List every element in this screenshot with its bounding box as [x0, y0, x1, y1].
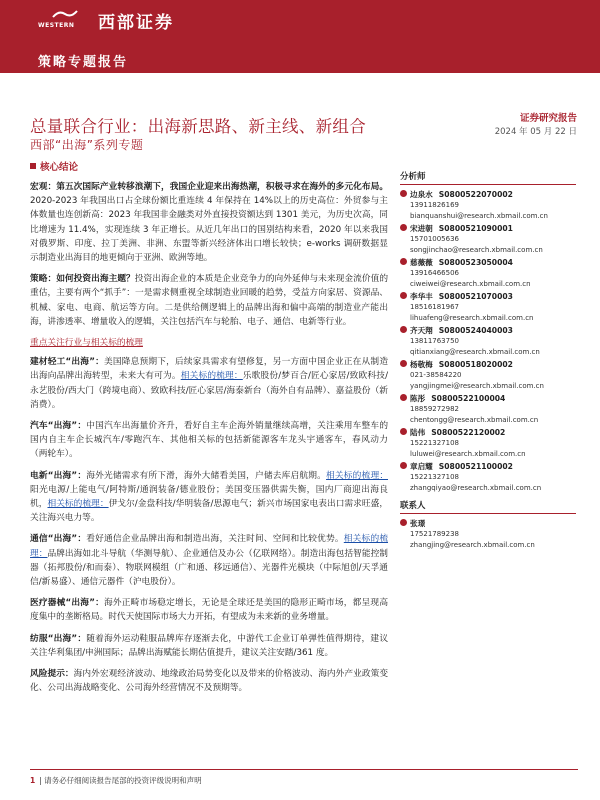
brand-logo: [38, 9, 94, 29]
person-icon: [400, 292, 407, 299]
analyst-email[interactable]: zhangqiyao@research.xbmail.com.cn: [410, 483, 542, 492]
analyst-entry: 陆伟 S0800522120002 15221327108 luluwei@research.xbmail.com.cn: [400, 427, 576, 459]
paragraph-building: 建材轻工“出海”：美国降息预期下，后续家具需求有望修复，另一方面中国企业正在从制造出海向品牌出海转型，未来大有可为。相关标的梳理：乐歌股份/梦百合/匠心家居/致欧科技/永艺股份/西大门（跨境电商）、致欧科技/匠心家居/海泰新台（海外自有品牌）、嘉益股份（新消费）。: [30, 357, 389, 410]
contact-label: 联系人: [400, 499, 576, 514]
analyst-entry: 宋进朝 S0800521090001 15701005636 songjinchao@research.xbmail.com.cn: [400, 223, 576, 255]
contact-entry: 张璟 17521789238 zhangjing@research.xbmail.com.cn: [400, 518, 576, 550]
person-icon: [400, 462, 407, 469]
related-stocks-link[interactable]: 相关标的梳理：: [30, 534, 389, 559]
analyst-phone: 15701005636: [410, 235, 459, 243]
analyst-entry: 齐天翔 S0800524040003 13811763750 qitianxiang@research.xbmail.com.cn: [400, 325, 576, 357]
paragraph-medical: 医疗器械“出海”：海外正畸市场稳定增长，无论是全球还是美国的隐形正畸市场，都呈现高度集中的垄断格局。时代天使国际市场大力开拓，有望成为未来新的业务增量。: [30, 598, 389, 623]
related-stocks-link[interactable]: 相关标的梳理：: [180, 371, 243, 382]
logo-wave-icon: [52, 9, 78, 19]
analyst-entry: 慈薇薇 S0800523050004 13916466506 ciweiwei@research.xbmail.com.cn: [400, 257, 576, 289]
person-icon: [400, 326, 407, 333]
square-bullet-icon: [30, 163, 36, 169]
analyst-entry: 边泉水 S0800522070002 13911826169 bianquanshui@research.xbmail.com.cn: [400, 189, 576, 221]
related-stocks-link[interactable]: 相关标的梳理：: [47, 499, 109, 510]
report-date: 2024 年 05 月 22 日: [494, 127, 577, 137]
page-number: 1: [30, 776, 36, 785]
paragraph-strategy: 策略：如何投资出海主题？投资出海企业的本质是企业竞争力的向外延伸与未来现金流价值的重估，主要有两个“抓手”：一是需求侧重视全球制造业回暖的趋势，受益方向家居、资源品、机械、家电、电商、航运等方向。二是供给侧逻辑上的品牌出海和偏中高端的制造业产能出海，讲渗透率、增量收入的逻辑，关注包括汽车与轮胎、电子、通信、电新等行业。: [30, 274, 389, 327]
analyst-phone: 021-38584220: [410, 371, 462, 379]
analyst-phone: 13916466506: [410, 269, 459, 277]
analyst-email[interactable]: luluwei@research.xbmail.com.cn: [410, 449, 526, 458]
person-icon: [400, 519, 407, 526]
page-title: 总量联合行业：出海新思路、新主线、新组合: [30, 117, 366, 136]
analyst-phone: 18516181967: [410, 303, 459, 311]
page-footer: [30, 775, 202, 786]
section-label: 核心结论: [30, 159, 78, 173]
paragraph-macro: 宏观：第五次国际产业转移浪潮下，我国企业迎来出海热潮，积极寻求在海外的多元化布局。2020-2023 年我国出口占全球份额比重连续 4 年保持在 14%以上的历史高位：外贸参与主体数量也连创新高：2023 年我国非金融类对外直接投资额达到 1301 美元，为历史次高，同比增速为 11.4%，实现连续 3 年正增长。从近几年出口的国别结构来看，2020 年以来我国对俄罗斯、印度、拉丁美洲、非洲、东盟等新兴经济体出口增长较快；e-works 调研数据显示制造业出海目的地更倾向于亚洲、欧洲等地。: [30, 182, 388, 264]
analyst-email[interactable]: lihuafeng@research.xbmail.com.cn: [410, 313, 534, 322]
analyst-entry: 李华丰 S0800521070003 18516181967 lihuafeng@research.xbmail.com.cn: [400, 291, 576, 323]
analyst-email[interactable]: songjinchao@research.xbmail.com.cn: [410, 245, 543, 254]
main-body: [30, 180, 388, 703]
person-icon: [400, 258, 407, 265]
paragraph-apparel: 纺服“出海”：随着海外运动鞋服品牌库存逐渐去化，中游代工企业订单弹性值得期待，建议关注华利集团/申洲国际；品牌出海赋能长期估值提升，建议关注安踏/361 度。: [30, 633, 389, 658]
contact-email[interactable]: zhangjing@research.xbmail.com.cn: [410, 540, 535, 549]
analyst-email[interactable]: qitianxiang@research.xbmail.com.cn: [410, 347, 540, 356]
analyst-phone: 13811763750: [410, 337, 459, 345]
paragraph-telecom: 通信“出海”：看好通信企业品牌出海和制造出海，关注时间、空间和比较优势。相关标的梳理：品牌出海如北斗导航（华测导航）、企业通信及办公（亿联网络）。制造出海包括智能控制器（拓邦股份/和而泰）、物联网模组（广和通、移远通信）、光器件光模块（中际旭创/天孚通信/新易盛）、通信元器件（沪电股份）。: [30, 534, 389, 588]
report-type: 策略专题报告: [38, 55, 129, 70]
person-icon: [400, 224, 407, 231]
analysts-label: 分析师: [400, 170, 576, 185]
analyst-phone: 15221327108: [410, 473, 459, 481]
person-icon: [400, 428, 407, 435]
analyst-email[interactable]: ciweiwei@research.xbmail.com.cn: [410, 279, 531, 288]
analyst-entry: 杨敬梅 S0800518020002 021-38584220 yangjingmei@research.xbmail.com.cn: [400, 359, 576, 391]
paragraph-auto: 汽车“出海”：中国汽车出海量价齐升，看好自主车企海外销量继续高增，关注乘用车整车的国内自主车企长城汽车/零跑汽车、其他相关标的包括新能源客车龙头宇通客车，春风动力（两轮车）。: [30, 421, 389, 460]
logo-text-cn: 西部证券: [98, 13, 174, 33]
paragraph-risk: 风险提示：海内外宏观经济波动、地缘政治局势变化以及带来的价格波动、海内外产业政策变化、公司出海战略变化、公司海外经营情况不及预期等。: [30, 669, 389, 694]
sub-heading: 重点关注行业与相关标的梳理: [30, 338, 143, 349]
analyst-entry: 陈彤 S0800522100004 18859272982 chentongg@research.xbmail.com.cn: [400, 393, 576, 425]
analyst-phone: 18859272982: [410, 405, 459, 413]
page-subtitle: 西部“出海”系列专题: [30, 138, 144, 152]
logo-text-en: WESTERN: [38, 22, 75, 29]
person-icon: [400, 190, 407, 197]
analyst-sidebar: [400, 170, 576, 552]
report-header: [0, 0, 600, 73]
person-icon: [400, 394, 407, 401]
report-tag: 证券研究报告: [519, 113, 577, 124]
related-stocks-link[interactable]: 相关标的梳理：: [326, 470, 389, 481]
paragraph-power: 电新“出海”：海外光储需求有所下滑，海外大储看美国，户储去库启航期。相关标的梳理：阳光电源/上能电气/阿特斯/通润装备/德业股份；美国变压器供需失衡，国内厂商迎出海良机，相关标的梳理：伊戈尔/金盘科技/华明装备/思源电气；新兴市场国家电表出口需求旺盛，关注海兴电力等。: [30, 470, 389, 524]
analyst-email[interactable]: chentongg@research.xbmail.com.cn: [410, 415, 539, 424]
person-icon: [400, 360, 407, 367]
contact-phone: 17521789238: [410, 530, 459, 538]
analyst-email[interactable]: bianquanshui@research.xbmail.com.cn: [410, 211, 548, 220]
analyst-email[interactable]: yangjingmei@research.xbmail.com.cn: [410, 381, 544, 390]
analyst-entry: 章启耀 S0800521100002 15221327108 zhangqiyao@research.xbmail.com.cn: [400, 461, 576, 493]
footer-disclaimer: | 请务必仔细阅读报告尾部的投资评级说明和声明: [39, 776, 202, 785]
analyst-phone: 15221327108: [410, 439, 459, 447]
analyst-phone: 13911826169: [410, 201, 459, 209]
footer-divider: [30, 769, 578, 770]
